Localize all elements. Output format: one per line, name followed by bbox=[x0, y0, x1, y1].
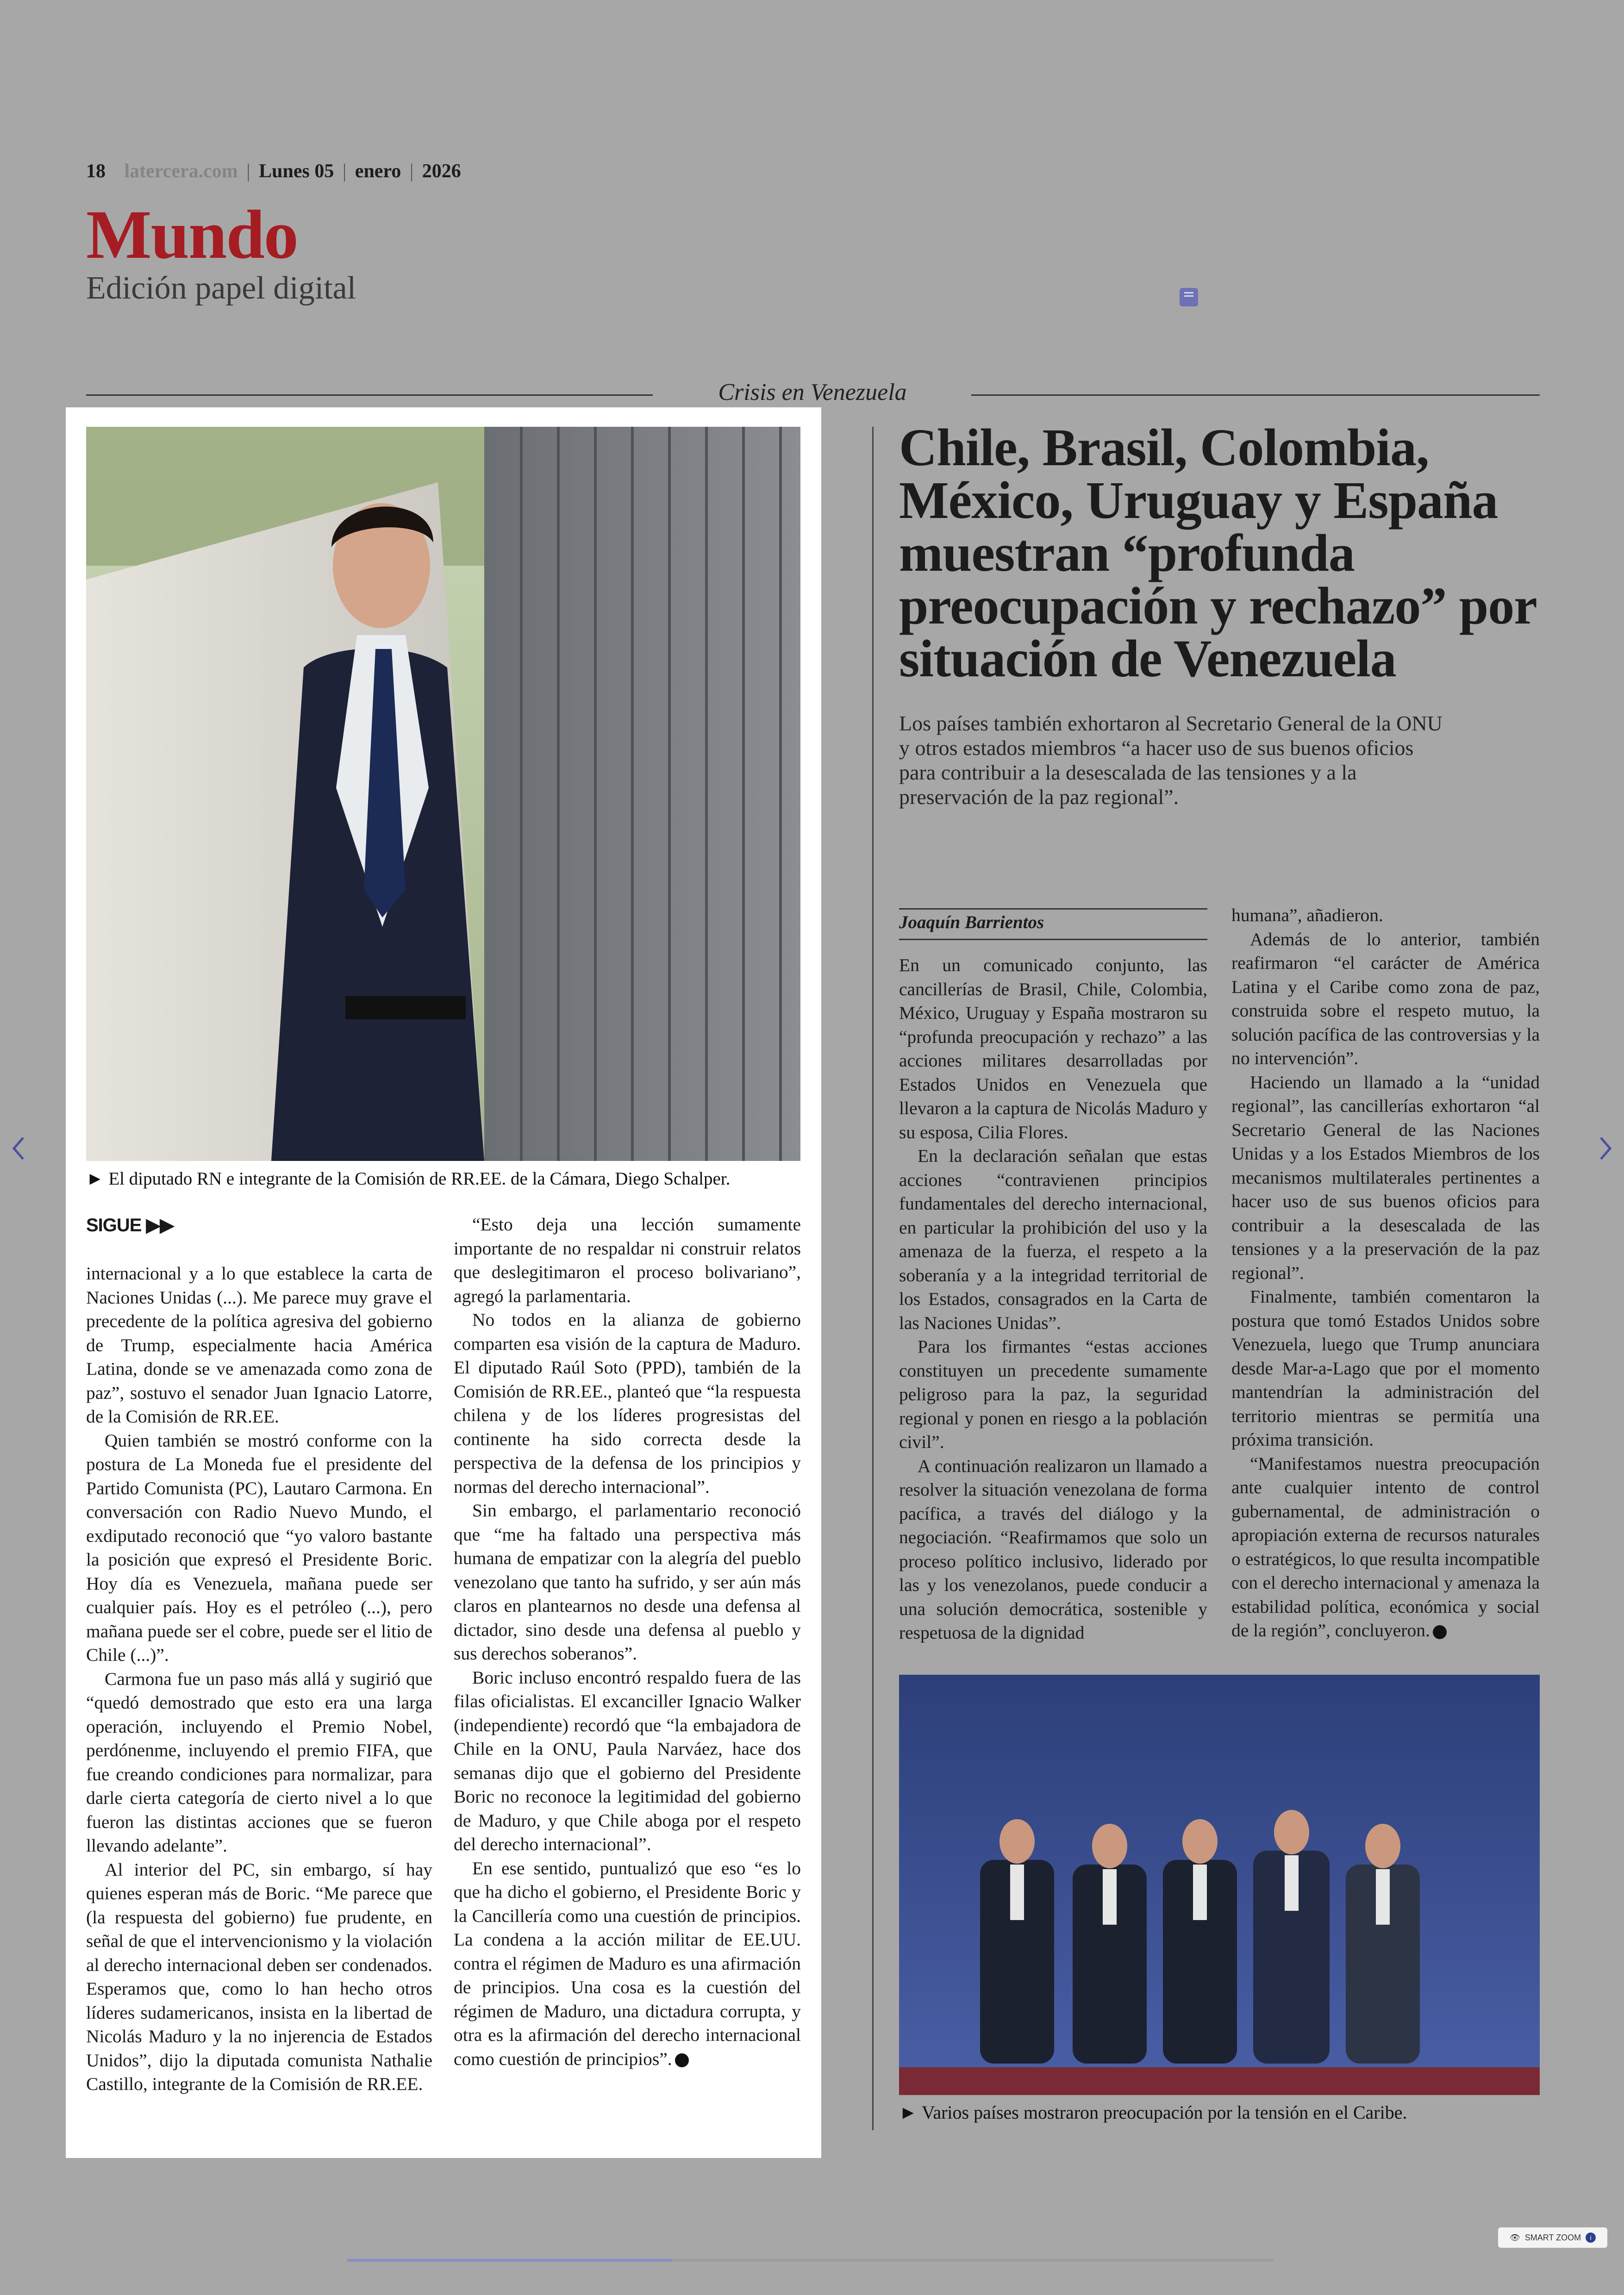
kicker-rule-right bbox=[971, 394, 1540, 396]
date-day: Lunes 05 bbox=[259, 161, 334, 182]
column-a bbox=[86, 1262, 432, 2096]
edition-subtitle: Edición papel digital bbox=[86, 270, 356, 306]
prev-page-icon[interactable] bbox=[9, 1132, 28, 1165]
folio-line: 18 latercera.com | Lunes 05 | enero | 2026 bbox=[86, 161, 461, 182]
paragraph: internacional y a lo que establece la carta de Naciones Unidas (...). Me parece muy grave el precedente de la política agresiva del gobierno de Trump, especialmente hacia América Latina, donde se ve amenazada como zona de paz”, sostuvo el senador Juan Ignacio Latorre, de la Comisión de RR.EE. bbox=[86, 1263, 432, 1427]
paragraph: En ese sentido, puntualizó que eso “es lo que ha dicho el gobierno, el Presidente Boric y la Cancillería como una cuestión de principios. La condena a la acción militar de EE.UU. contra el régimen de Maduro es una afirmación de principios. Una cosa es la cuestión del régimen de Maduro, una dictadura corrupta, y otra es la afirmación del derecho internacional como cuestión de principios”. bbox=[454, 1858, 801, 2069]
paragraph: Además de lo anterior, también reafirmaron “el carácter de América Latina y el Caribe como zona de paz, construida sobre el respeto mutuo, la solución pacífica de las controversias y la no intervención”. bbox=[1231, 929, 1540, 1068]
section-title: Mundo bbox=[86, 196, 298, 273]
headline: Chile, Brasil, Colombia, México, Uruguay y España muestran “profunda preocupación y rechazo” por situación de Venezuela bbox=[899, 418, 1536, 688]
paragraph: Sin embargo, el parlamentario reconoció que “me ha faltado una perspectiva más humana de empatizar con la alegría del pueblo venezolano que tanto ha sufrido, y ser aún más claros en plantearnos no desde una defensa al dictador, sino desde una defensa al pueblo y sus derechos soberanos”. bbox=[454, 1500, 801, 1664]
paragraph: Al interior del PC, sin embargo, sí hay quienes esperan más de Boric. “Me parece que (la respuesta del gobierno) fue prudente, en señal de que el intervencionismo y la violación al derecho internacional deben ser condenados. Esperamos que, como lo han hecho otros líderes sudamericanos, insista en la libertad de Nicolás Maduro y la no injerencia de Estados Unidos”, dijo la diputada comunista Nathalie Castillo, integrante de la Comisión de RR.EE. bbox=[86, 1859, 432, 2094]
site-name: latercera.com bbox=[124, 161, 238, 182]
deck: Los países también exhortaron al Secretario General de la ONU y otros estados miembros “a hacer uso de sus buenos oficios para contribuir a la desescalada de las tensiones y a la preservación de la paz regional”. bbox=[899, 711, 1443, 809]
paragraph: A continuación realizaron un llamado a resolver la situación venezolana de forma pacífica, a través del diálogo y la negociación. “Reafirmamos que solo un proceso político inclusivo, liderado por las y los venezolanos, puede conducir a una solución democrática, sostenible y respetuosa de la dignidad bbox=[899, 1455, 1207, 1643]
column-b bbox=[454, 1213, 801, 2071]
paragraph: Para los firmantes “estas acciones constituyen un precedente sumamente peligroso para la paz, la seguridad regional y ponen en riesgo a la población civil”. bbox=[899, 1336, 1207, 1452]
smart-zoom-label: SMART ZOOM bbox=[1524, 2233, 1581, 2242]
menu-icon[interactable] bbox=[1180, 288, 1198, 306]
paragraph: Carmona fue un paso más allá y sugirió que “quedó demostrado que esto era una larga operación, incluyendo el Premio Nobel, perdónenme, incluyendo el premio FIFA, que fue creando condiciones para normalizar, para darle cierta categoría de cierto nivel a lo que fueron las distintas acciones que se fueron llevando adelante”. bbox=[86, 1668, 432, 1856]
date-month: enero bbox=[355, 161, 401, 182]
paragraph: “Manifestamos nuestra preocupación ante cualquier intento de control gubernamental, de administración o apropiación externa de recursos naturales o estratégicos, lo que resulta incompatible con el derecho internacional y amenaza la estabilidad política, económica y social de la región”, concluyeron. bbox=[1231, 1453, 1540, 1640]
photo-diputado bbox=[86, 427, 800, 1161]
paragraph: Boric incluso encontró respaldo fuera de las filas oficialistas. El excanciller Ignacio Walker (independiente) recordó que “la embajadora de Chile en la ONU, Paula Narváez, hace dos semanas dijo que el gobierno del Presidente Boric no reconoce la legitimidad del gobierno de Maduro, y que Chile aboga por el respeto del derecho internacional”. bbox=[454, 1667, 801, 1854]
photo-caption: ► Varios países mostraron preocupación por la tensión en el Caribe. bbox=[899, 2102, 1407, 2123]
byline: Joaquín Barrientos bbox=[899, 912, 1044, 932]
eye-icon: 👁 bbox=[1509, 2233, 1520, 2242]
column-divider bbox=[872, 427, 874, 2130]
kicker-rule-left bbox=[86, 394, 653, 396]
photo-caption: ► El diputado RN e integrante de la Comisión de RR.EE. de la Cámara, Diego Schalper. bbox=[86, 1169, 731, 1189]
end-mark-icon bbox=[675, 2053, 689, 2067]
byline-rule bbox=[899, 908, 1207, 910]
column-c bbox=[899, 954, 1207, 1645]
byline-rule bbox=[899, 939, 1207, 940]
end-mark-icon bbox=[1433, 1625, 1447, 1639]
smart-zoom-button[interactable] bbox=[1498, 2227, 1607, 2248]
paragraph: En un comunicado conjunto, las cancillerías de Brasil, Chile, Colombia, México, Uruguay y España mostraron su “profunda preocupación y rechazo” a las acciones militares desarrolladas por Estados Unidos en Venezuela que llevaron a la captura de Nicolás Maduro y su esposa, Cilia Flores. bbox=[899, 955, 1207, 1142]
next-page-icon[interactable] bbox=[1596, 1132, 1615, 1165]
kicker: Crisis en Venezuela bbox=[718, 379, 907, 405]
continued-marker: SIGUE ▶▶ bbox=[86, 1215, 174, 1235]
paragraph: Haciendo un llamado a la “unidad regional”, las cancillerías exhortaron “al Secretario General de las Naciones Unidas y a los Estados Miembros de los mecanismos multilaterales pertinentes a hacer uso de sus buenos oficios para contribuir a la desescalada de las tensiones y a la preservación de la paz regional”. bbox=[1231, 1072, 1540, 1283]
column-d bbox=[1231, 904, 1540, 1643]
info-icon: i bbox=[1586, 2233, 1596, 2243]
paragraph: Finalmente, también comentaron la postura que tomó Estados Unidos sobre Venezuela, luego que Trump anunciara desde Mar-a-Lago que por el momento mantendrían la administración del territorio mientras se permitía una próxima transición. bbox=[1231, 1286, 1540, 1450]
page-number: 18 bbox=[86, 161, 106, 182]
photo-leaders bbox=[899, 1675, 1540, 2095]
paragraph: En la declaración señalan que estas acciones “contravienen principios fundamentales del derecho internacional, en particular la prohibición del uso y la amenaza de la fuerza, el respeto a la soberanía y a la integridad territorial de los Estados, consagrados en la Carta de las Naciones Unidas”. bbox=[899, 1146, 1207, 1333]
date-year: 2026 bbox=[422, 161, 461, 182]
paragraph: No todos en la alianza de gobierno comparten esa visión de la captura de Maduro. El diputado Raúl Soto (PPD), también de la Comisión de RR.EE., planteó que “la respuesta chilena y de los líderes progresistas del continente ha sido correcta desde la perspectiva de la defensa de los principios y normas del derecho internacional”. bbox=[454, 1310, 801, 1497]
paragraph: Quien también se mostró conforme con la postura de La Moneda fue el presidente del Partido Comunista (PC), Lautaro Carmona. En conversación con Radio Nuevo Mundo, el exdiputado reconoció que “yo valoro bastante la posición que expresó el Presidente Boric. Hoy día es Venezuela, mañana puede ser cualquier país. Hoy es el petróleo (...), pero mañana puede ser el cobre, puede ser el litio de Chile (...)”. bbox=[86, 1430, 432, 1665]
paragraph: “Esto deja una lección sumamente importante de no respaldar ni construir relatos que deslegitimaron el proceso bolivariano”, agregó la parlamentaria. bbox=[454, 1214, 801, 1306]
page-progress-fill bbox=[347, 2259, 671, 2262]
paragraph: humana”, añadieron. bbox=[1231, 905, 1383, 925]
